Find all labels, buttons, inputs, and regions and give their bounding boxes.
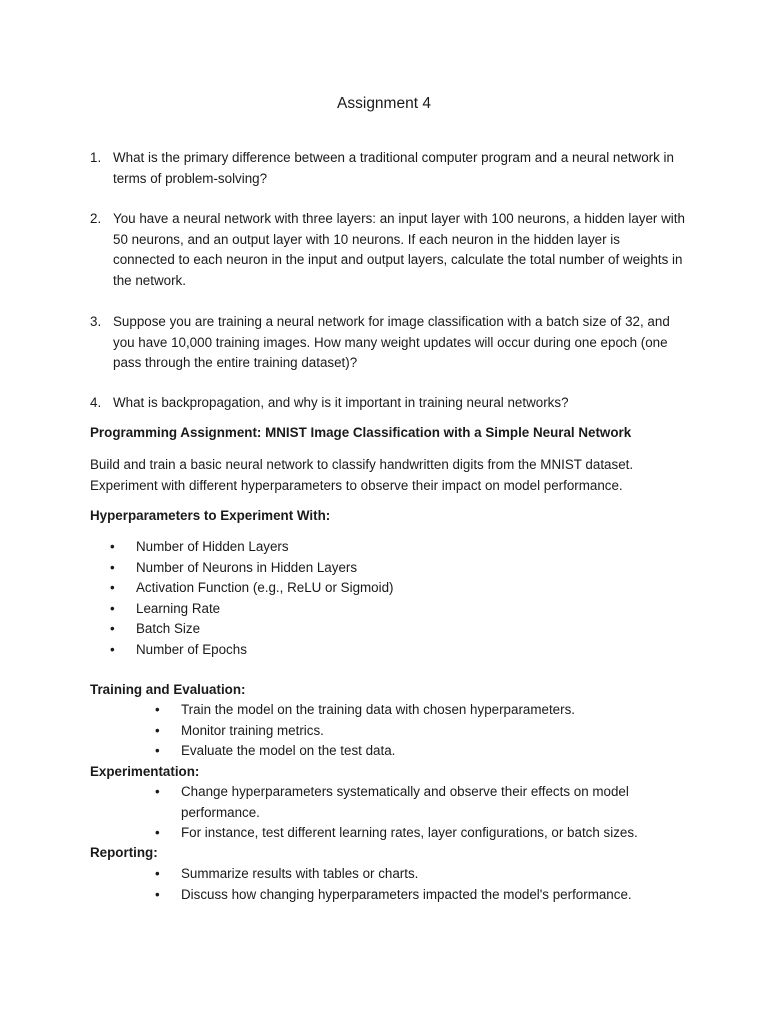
question-text: What is backpropagation, and why is it important in training neural networks? bbox=[113, 395, 569, 410]
training-heading: Training and Evaluation: bbox=[90, 682, 246, 697]
experimentation-list bbox=[155, 782, 655, 844]
bullet-icon: • bbox=[155, 825, 160, 840]
bullet-icon: • bbox=[110, 600, 115, 616]
training-list bbox=[155, 700, 675, 762]
question-text: You have a neural network with three layers: an input layer with 100 neurons, a hidden layer with 50 neurons, and an output layer with 10 neurons. If each neuron in the hidden layer is connected to each neuron in the input and output layers, calculate the total number of weights in the network. bbox=[113, 211, 685, 288]
list-item: • Discuss how changing hyperparameters impacted the model's performance. bbox=[155, 885, 675, 906]
question-2 bbox=[90, 209, 685, 291]
question-number: 2. bbox=[90, 211, 102, 226]
question-number: 3. bbox=[90, 314, 102, 329]
bullet-icon: • bbox=[155, 743, 160, 758]
bullet-icon: • bbox=[110, 559, 115, 575]
question-text: Suppose you are training a neural network for image classification with a batch size of 32, and you have 10,000 training images. How many weight updates will occur during one epoch (one pass through the entire training dataset)? bbox=[113, 314, 670, 370]
list-item: • Number of Neurons in Hidden Layers bbox=[110, 558, 670, 579]
list-item: • For instance, test different learning rates, layer configurations, or batch sizes. bbox=[155, 823, 655, 844]
list-item: • Summarize results with tables or charts. bbox=[155, 864, 675, 885]
bullet-icon: • bbox=[155, 702, 160, 717]
programming-description: Build and train a basic neural network to classify handwritten digits from the MNIST dataset. Experiment with different hyperparameters to observe their impact on model performance. bbox=[90, 457, 634, 493]
hyperparameters-list bbox=[110, 537, 670, 660]
question-text: What is the primary difference between a traditional computer program and a neural network in terms of problem-solving? bbox=[113, 150, 674, 186]
bullet-icon: • bbox=[155, 722, 160, 738]
reporting-heading: Reporting: bbox=[90, 845, 158, 860]
bullet-icon: • bbox=[155, 866, 160, 881]
list-item: • Number of Hidden Layers bbox=[110, 537, 670, 558]
experimentation-heading: Experimentation: bbox=[90, 764, 200, 779]
list-item: • Learning Rate bbox=[110, 599, 670, 620]
hyperparameters-heading: Hyperparameters to Experiment With: bbox=[90, 508, 331, 523]
bullet-icon: • bbox=[110, 641, 115, 657]
list-item: • Evaluate the model on the test data. bbox=[155, 741, 675, 762]
bullet-icon: • bbox=[155, 784, 160, 799]
list-item: • Train the model on the training data with chosen hyperparameters. bbox=[155, 700, 675, 721]
question-number: 1. bbox=[90, 150, 102, 165]
bullet-icon: • bbox=[110, 621, 115, 636]
list-item: • Activation Function (e.g., ReLU or Sigmoid) bbox=[110, 578, 670, 599]
question-1 bbox=[90, 148, 685, 189]
bullet-icon: • bbox=[155, 886, 160, 902]
bullet-icon: • bbox=[110, 539, 115, 554]
question-3 bbox=[90, 312, 685, 374]
reporting-list bbox=[155, 864, 675, 905]
question-number: 4. bbox=[90, 395, 102, 410]
programming-heading: Programming Assignment: MNIST Image Classification with a Simple Neural Network bbox=[90, 425, 632, 440]
list-item: • Change hyperparameters systematically and observe their effects on model performance. bbox=[155, 782, 655, 823]
list-item: • Number of Epochs bbox=[110, 640, 670, 661]
bullet-icon: • bbox=[110, 580, 115, 595]
question-4 bbox=[90, 393, 685, 414]
list-item: • Monitor training metrics. bbox=[155, 721, 675, 742]
list-item: • Batch Size bbox=[110, 619, 670, 640]
document-title: Assignment 4 bbox=[337, 95, 431, 112]
